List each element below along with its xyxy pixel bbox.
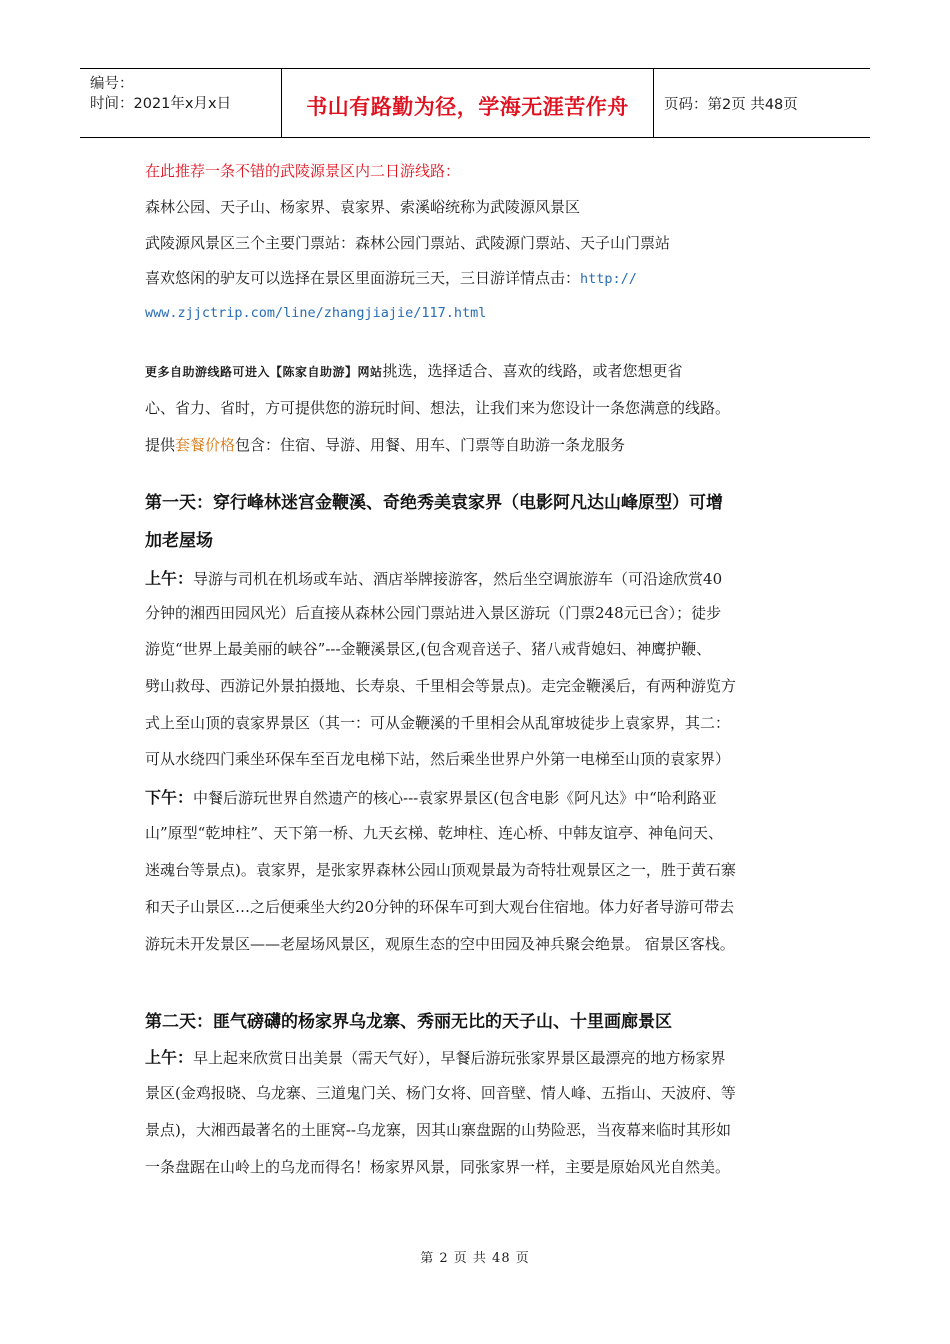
header-motto-cell	[282, 69, 654, 137]
day1-afternoon-line-0	[145, 785, 717, 808]
day2-morning-line-3: 一条盘踞在山岭上的乌龙而得名！杨家界风景，同张家界一样，主要是原始风光自然美。	[145, 1158, 731, 1176]
page-footer: 第 2 页 共 48 页	[420, 1251, 530, 1266]
detail-link-prefix[interactable]: http://	[580, 271, 637, 287]
intro-line-1: 森林公园、天子山、杨家界、袁家界、索溪峪统称为武陵源风景区	[145, 198, 581, 216]
day1-morning-line-5: 可从水绕四门乘坐环保车至百龙电梯下站，然后乘坐世界户外第一电梯至山顶的袁家界）	[145, 750, 731, 768]
day1-title-line-1: 第一天：穿行峰林迷宫金鞭溪、奇绝秀美袁家界（电影阿凡达山峰原型）可增	[145, 493, 723, 513]
day2-morning-line-1: 景区(金鸡报晓、乌龙寨、三道鬼门关、杨门女将、回音壁、情人峰、五指山、天波府、等	[145, 1084, 736, 1102]
day2-morning-line-2: 景点)，大湘西最著名的土匪窝--乌龙寨，因其山寨盘踞的山势险恶，当夜幕来临时其形如	[145, 1121, 731, 1139]
recommend-line: 在此推荐一条不错的武陵源景区内二日游线路：	[145, 162, 461, 180]
day1-morning-line-0	[145, 566, 722, 589]
day2-morning-text-0: 早上起来欣赏日出美景（需天气好），早餐后游玩张家界景区最漂亮的地方杨家界	[193, 1049, 726, 1067]
more-line-3-post: 包含：住宿、导游、用餐、用车、门票等自助游一条龙服务	[235, 436, 626, 454]
day1-afternoon-line-4: 游玩未开发景区——老屋场风景区，观原生态的空中田园及神兵聚会绝景。 宿景区客栈。	[145, 935, 735, 953]
header-page-cell	[654, 69, 870, 137]
intro-line-2: 武陵源风景区三个主要门票站：森林公园门票站、武陵源门票站、天子山门票站	[145, 234, 671, 252]
day1-morning-line-3: 劈山救母、西游记外景拍摄地、长寿泉、千里相会等景点)。走完金鞭溪后，有两种游览方	[145, 677, 736, 695]
intro-line-3-text: 喜欢悠闲的驴友可以选择在景区里面游玩三天，三日游详情点击：	[145, 269, 581, 287]
day1-title-line-2: 加老屋场	[145, 531, 213, 551]
day1-afternoon-line-3: 和天子山景区…之后便乘坐大约20分钟的环保车可到大观台住宿地。体力好者导游可带去	[145, 898, 735, 916]
day1-morning-label: 上午：	[145, 569, 194, 588]
day1-morning-line-1: 分钟的湘西田园风光）后直接从森林公园门票站进入景区游玩（门票248元已含）；徒步	[145, 604, 722, 622]
time-label: 时间：2021年x月x日	[90, 96, 232, 112]
day1-afternoon-text-0: 中餐后游玩世界自然遗产的核心---袁家界景区(包含电影《阿凡达》中“哈利路亚	[193, 789, 717, 807]
more-line-2: 心、省力、省时，方可提供您的游玩时间、想法，让我们来为您设计一条您满意的线路。	[145, 399, 731, 417]
header-meta	[80, 69, 282, 137]
more-line-1	[145, 360, 683, 381]
day1-afternoon-label: 下午：	[145, 788, 194, 807]
page-header	[80, 68, 870, 138]
day2-title: 第二天：匪气磅礴的杨家界乌龙寨、秀丽无比的天子山、十里画廊景区	[145, 1012, 672, 1032]
motto: 书山有路勤为径，学海无涯苦作舟	[306, 95, 629, 119]
day1-morning-text-0: 导游与司机在机场或车站、酒店举牌接游客，然后坐空调旅游车（可沿途欣赏40	[193, 570, 723, 588]
more-line-3-pre: 提供	[145, 436, 176, 454]
site-promo[interactable]: 更多自助游线路可进入【陈家自助游】网站	[145, 365, 383, 379]
detail-link-url[interactable]: www.zjjctrip.com/line/zhangjiajie/117.html	[145, 305, 487, 321]
day2-morning-label: 上午：	[145, 1048, 194, 1067]
day1-morning-line-4: 式上至山顶的袁家界景区（其一：可从金鞭溪的千里相会从乱窜坡徒步上袁家界，其二：	[145, 714, 731, 732]
page-label: 页码：第2页 共48页	[664, 96, 798, 113]
day1-morning-line-2: 游览“世界上最美丽的峡谷”---金鞭溪景区,(包含观音送子、猪八戒背媳妇、神鹰护鞭、	[145, 640, 712, 658]
day1-afternoon-line-1: 山”原型“乾坤柱”、天下第一桥、九天玄梯、乾坤柱、连心桥、中韩友谊亭、神龟问天、	[145, 824, 724, 842]
day1-afternoon-line-2: 迷魂台等景点)。袁家界，是张家界森林公园山顶观景最为奇特壮观景区之一，胜于黄石寨	[145, 861, 736, 879]
serial-label: 编号：	[90, 76, 134, 92]
intro-line-3	[145, 267, 637, 288]
day2-morning-line-0	[145, 1045, 726, 1068]
more-line-1-rest: 挑选，选择适合、喜欢的线路，或者您想更省	[382, 362, 683, 380]
more-line-3	[145, 434, 625, 455]
package-price-link[interactable]: 套餐价格	[175, 436, 236, 454]
